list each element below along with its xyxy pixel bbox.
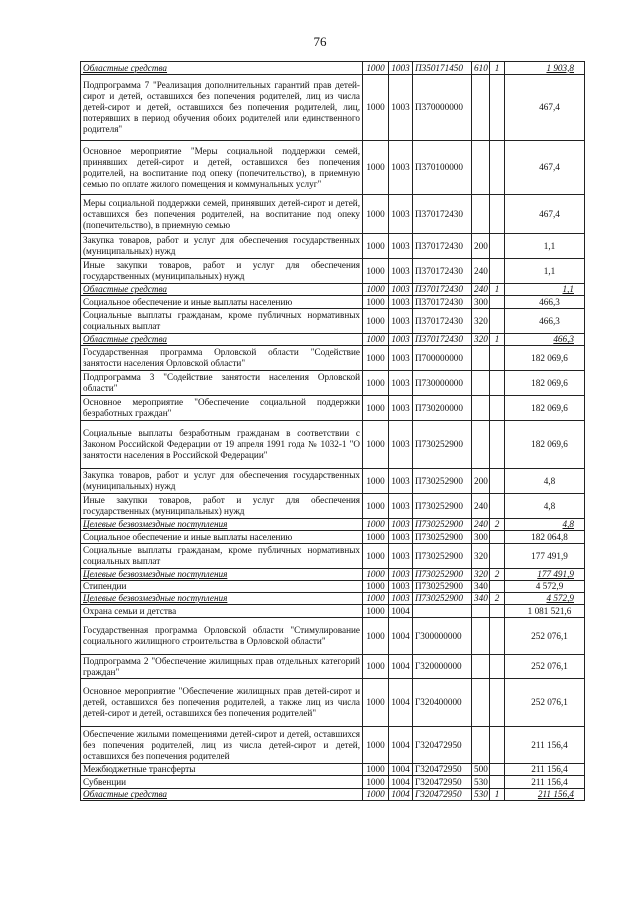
row-subsection-code: 1003: [389, 75, 413, 141]
row-section-code: 1000: [363, 569, 389, 581]
row-source-code: 1: [490, 334, 505, 346]
row-expense-type: 300: [472, 531, 490, 544]
table-row: [81, 655, 585, 679]
row-amount: 1 903,8: [505, 62, 585, 75]
row-source-code: [490, 469, 505, 494]
budget-table: [80, 61, 585, 801]
row-section-code: 1000: [363, 284, 389, 296]
row-name: Основное мероприятие "Меры социальной поддержки семей, принявших детей-сирот и детей, оставшихся без попечения родителей, на воспитание под опеку (попечительство), в приемную семью по оплате жилого помещения и коммунальных услуг": [81, 141, 363, 195]
row-expense-type: [472, 346, 490, 371]
row-expense-type: 530: [472, 789, 490, 801]
table-row: [81, 259, 585, 284]
row-subsection-code: 1003: [389, 141, 413, 195]
row-amount: 467,4: [505, 75, 585, 141]
row-subsection-code: 1003: [389, 371, 413, 396]
row-expense-type: [472, 141, 490, 195]
row-name: Социальное обеспечение и иные выплаты населению: [81, 296, 363, 309]
row-target-article: Г320472950: [413, 776, 472, 789]
row-section-code: 1000: [363, 396, 389, 421]
row-target-article: Г300000000: [413, 618, 472, 655]
row-target-article: П370172430: [413, 195, 472, 234]
row-subsection-code: 1003: [389, 234, 413, 259]
row-section-code: 1000: [363, 789, 389, 801]
row-name: Социальные выплаты гражданам, кроме публичных нормативных социальных выплат: [81, 544, 363, 569]
row-name: Обеспечение жилыми помещениями детей-сирот и детей, оставшихся без попечения родителей, лиц из числа детей-сирот и детей, оставшихся без попечения родителей: [81, 727, 363, 764]
row-name: Основное мероприятие "Обеспечение жилищных прав детей-сирот и детей, оставшихся без попечения родителей, а также лиц из числа детей-сирот и детей, оставшихся без попечения родителей": [81, 679, 363, 727]
table-row: [81, 544, 585, 569]
row-target-article: П370172430: [413, 284, 472, 296]
row-expense-type: 240: [472, 284, 490, 296]
row-expense-type: 610: [472, 62, 490, 75]
row-expense-type: 530: [472, 776, 490, 789]
row-target-article: П370172430: [413, 309, 472, 334]
row-amount: 4,8: [505, 519, 585, 531]
row-amount: 4,8: [505, 494, 585, 519]
row-section-code: 1000: [363, 75, 389, 141]
table-row: [81, 396, 585, 421]
row-target-article: Г320472950: [413, 789, 472, 801]
row-section-code: 1000: [363, 62, 389, 75]
row-subsection-code: 1003: [389, 62, 413, 75]
row-source-code: [490, 141, 505, 195]
row-subsection-code: 1003: [389, 494, 413, 519]
row-target-article: Г320472950: [413, 764, 472, 776]
row-target-article: П730252900: [413, 569, 472, 581]
row-name: Стипендии: [81, 581, 363, 593]
table-row: [81, 519, 585, 531]
row-target-article: П730252900: [413, 544, 472, 569]
table-row: [81, 531, 585, 544]
table-row: [81, 776, 585, 789]
row-section-code: 1000: [363, 296, 389, 309]
row-section-code: 1000: [363, 141, 389, 195]
table-row: [81, 618, 585, 655]
row-source-code: 1: [490, 62, 505, 75]
row-expense-type: 320: [472, 569, 490, 581]
row-name: Закупка товаров, работ и услуг для обеспечения государственных (муниципальных) нужд: [81, 234, 363, 259]
table-row: [81, 593, 585, 605]
row-amount: 4 572,9: [505, 593, 585, 605]
row-name: Иные закупки товаров, работ и услуг для обеспечения государственных (муниципальных) нужд: [81, 494, 363, 519]
table-row: [81, 764, 585, 776]
row-source-code: 1: [490, 789, 505, 801]
row-section-code: 1000: [363, 346, 389, 371]
row-source-code: 2: [490, 593, 505, 605]
row-target-article: П350171450: [413, 62, 472, 75]
row-section-code: 1000: [363, 421, 389, 469]
row-section-code: 1000: [363, 764, 389, 776]
row-name: Областные средства: [81, 334, 363, 346]
row-subsection-code: 1003: [389, 195, 413, 234]
row-amount: 211 156,4: [505, 776, 585, 789]
row-name: Целевые безвозмездные поступления: [81, 519, 363, 531]
row-expense-type: 340: [472, 593, 490, 605]
row-name: Областные средства: [81, 62, 363, 75]
row-name: Социальные выплаты безработным гражданам в соответствии с Законом Российской Федерации от 19 апреля 1991 года № 1032-1 "О занятости населения в Российской Федерации": [81, 421, 363, 469]
row-section-code: 1000: [363, 469, 389, 494]
row-expense-type: 200: [472, 234, 490, 259]
row-name: Областные средства: [81, 284, 363, 296]
row-subsection-code: 1003: [389, 284, 413, 296]
row-amount: 1,1: [505, 234, 585, 259]
table-row: [81, 296, 585, 309]
row-section-code: 1000: [363, 334, 389, 346]
row-section-code: 1000: [363, 544, 389, 569]
row-subsection-code: 1003: [389, 346, 413, 371]
row-amount: 182 069,6: [505, 421, 585, 469]
table-row: [81, 581, 585, 593]
row-target-article: П370172430: [413, 259, 472, 284]
row-expense-type: 340: [472, 581, 490, 593]
row-target-article: П370100000: [413, 141, 472, 195]
row-source-code: [490, 396, 505, 421]
row-section-code: 1000: [363, 531, 389, 544]
row-subsection-code: 1004: [389, 727, 413, 764]
row-name: Иные закупки товаров, работ и услуг для обеспечения государственных (муниципальных) нужд: [81, 259, 363, 284]
row-target-article: П730252900: [413, 421, 472, 469]
table-row: [81, 789, 585, 801]
row-target-article: П730252900: [413, 519, 472, 531]
row-expense-type: [472, 618, 490, 655]
budget-table-body: [81, 62, 585, 801]
table-row: [81, 679, 585, 727]
row-expense-type: [472, 727, 490, 764]
row-name: Целевые безвозмездные поступления: [81, 593, 363, 605]
row-section-code: 1000: [363, 371, 389, 396]
row-amount: 252 076,1: [505, 655, 585, 679]
row-amount: 182 069,6: [505, 396, 585, 421]
row-subsection-code: 1004: [389, 789, 413, 801]
row-name: Подпрограмма 7 "Реализация дополнительных гарантий прав детей-сирот и детей, оставшихся без попечения родителей, лиц из числа детей-сирот и детей, оставшихся без попечения родителей, лиц, потерявших в период обучения обоих родителей или единственного родителя": [81, 75, 363, 141]
row-target-article: П700000000: [413, 346, 472, 371]
table-row: [81, 421, 585, 469]
row-subsection-code: 1003: [389, 581, 413, 593]
row-section-code: 1000: [363, 494, 389, 519]
row-target-article: Г320000000: [413, 655, 472, 679]
table-row: [81, 371, 585, 396]
row-target-article: П730252900: [413, 531, 472, 544]
row-expense-type: 240: [472, 259, 490, 284]
row-amount: 211 156,4: [505, 764, 585, 776]
row-source-code: [490, 581, 505, 593]
table-row: [81, 727, 585, 764]
row-expense-type: 240: [472, 519, 490, 531]
row-source-code: [490, 727, 505, 764]
row-target-article: П370172430: [413, 334, 472, 346]
table-row: [81, 309, 585, 334]
row-expense-type: 240: [472, 494, 490, 519]
row-source-code: [490, 309, 505, 334]
row-section-code: 1000: [363, 234, 389, 259]
row-name: Подпрограмма 3 "Содействие занятости населения Орловской области": [81, 371, 363, 396]
row-expense-type: 500: [472, 764, 490, 776]
table-row: [81, 284, 585, 296]
row-source-code: [490, 75, 505, 141]
row-name: Закупка товаров, работ и услуг для обеспечения государственных (муниципальных) нужд: [81, 469, 363, 494]
row-expense-type: [472, 371, 490, 396]
row-amount: 182 069,6: [505, 346, 585, 371]
row-source-code: [490, 494, 505, 519]
row-section-code: 1000: [363, 519, 389, 531]
row-target-article: П730252900: [413, 469, 472, 494]
row-source-code: 2: [490, 519, 505, 531]
row-name: Областные средства: [81, 789, 363, 801]
row-subsection-code: 1003: [389, 296, 413, 309]
row-expense-type: [472, 396, 490, 421]
row-name: Подпрограмма 2 "Обеспечение жилищных прав отдельных категорий граждан": [81, 655, 363, 679]
row-source-code: [490, 259, 505, 284]
row-subsection-code: 1003: [389, 334, 413, 346]
row-amount: 466,3: [505, 334, 585, 346]
row-source-code: [490, 296, 505, 309]
row-section-code: 1000: [363, 655, 389, 679]
row-name: Меры социальной поддержки семей, принявших детей-сирот и детей, оставшихся без попечения родителей, на воспитание под опеку (попечительство), в приемную семью: [81, 195, 363, 234]
row-name: Основное мероприятие "Обеспечение социальной поддержки безработных граждан": [81, 396, 363, 421]
row-target-article: П730000000: [413, 371, 472, 396]
row-expense-type: [472, 655, 490, 679]
row-subsection-code: 1003: [389, 259, 413, 284]
row-target-article: Г320400000: [413, 679, 472, 727]
row-name: Межбюджетные трансферты: [81, 764, 363, 776]
row-expense-type: [472, 195, 490, 234]
row-expense-type: 320: [472, 309, 490, 334]
row-source-code: [490, 195, 505, 234]
row-amount: 182 069,6: [505, 371, 585, 396]
row-source-code: [490, 544, 505, 569]
row-subsection-code: 1003: [389, 544, 413, 569]
table-row: [81, 569, 585, 581]
row-target-article: П730200000: [413, 396, 472, 421]
row-amount: 211 156,4: [505, 727, 585, 764]
page-number: 76: [313, 34, 327, 49]
row-target-article: П730252900: [413, 494, 472, 519]
row-name: Государственная программа Орловской области "Стимулирование социального жилищного строительства в Орловской области": [81, 618, 363, 655]
row-expense-type: [472, 605, 490, 618]
row-name: Социальные выплаты гражданам, кроме публичных нормативных социальных выплат: [81, 309, 363, 334]
row-subsection-code: 1003: [389, 421, 413, 469]
row-amount: 1,1: [505, 284, 585, 296]
table-row: [81, 469, 585, 494]
row-amount: 182 064,8: [505, 531, 585, 544]
row-source-code: [490, 346, 505, 371]
row-source-code: [490, 618, 505, 655]
row-source-code: [490, 234, 505, 259]
table-row: [81, 62, 585, 75]
row-source-code: [490, 421, 505, 469]
row-source-code: 2: [490, 569, 505, 581]
row-amount: 1 081 521,6: [505, 605, 585, 618]
row-amount: 4,8: [505, 469, 585, 494]
row-amount: 252 076,1: [505, 618, 585, 655]
row-section-code: 1000: [363, 309, 389, 334]
row-amount: 4 572,9: [505, 581, 585, 593]
table-row: [81, 195, 585, 234]
row-expense-type: 300: [472, 296, 490, 309]
row-expense-type: 320: [472, 334, 490, 346]
row-target-article: П370172430: [413, 296, 472, 309]
row-subsection-code: 1004: [389, 776, 413, 789]
row-subsection-code: 1003: [389, 519, 413, 531]
row-section-code: 1000: [363, 593, 389, 605]
table-row: [81, 494, 585, 519]
row-source-code: [490, 679, 505, 727]
row-name: Государственная программа Орловской области "Содействие занятости населения Орловской области": [81, 346, 363, 371]
row-expense-type: 200: [472, 469, 490, 494]
row-expense-type: [472, 75, 490, 141]
row-target-article: П730252900: [413, 593, 472, 605]
row-subsection-code: 1003: [389, 396, 413, 421]
table-row: [81, 141, 585, 195]
row-target-article: Г320472950: [413, 727, 472, 764]
row-amount: 177 491,9: [505, 544, 585, 569]
row-section-code: 1000: [363, 727, 389, 764]
row-subsection-code: 1004: [389, 679, 413, 727]
row-subsection-code: 1004: [389, 764, 413, 776]
row-name: Субвенции: [81, 776, 363, 789]
row-expense-type: [472, 421, 490, 469]
table-row: [81, 334, 585, 346]
table-row: [81, 605, 585, 618]
row-source-code: [490, 776, 505, 789]
row-source-code: 1: [490, 284, 505, 296]
row-section-code: 1000: [363, 195, 389, 234]
row-source-code: [490, 531, 505, 544]
row-subsection-code: 1003: [389, 469, 413, 494]
row-expense-type: 320: [472, 544, 490, 569]
table-row: [81, 346, 585, 371]
row-section-code: 1000: [363, 605, 389, 618]
row-name: Социальное обеспечение и иные выплаты населению: [81, 531, 363, 544]
row-target-article: П730252900: [413, 581, 472, 593]
row-target-article: [413, 605, 472, 618]
row-source-code: [490, 655, 505, 679]
row-amount: 467,4: [505, 141, 585, 195]
row-name: Целевые безвозмездные поступления: [81, 569, 363, 581]
row-section-code: 1000: [363, 259, 389, 284]
row-subsection-code: 1004: [389, 618, 413, 655]
row-section-code: 1000: [363, 618, 389, 655]
row-subsection-code: 1004: [389, 605, 413, 618]
row-amount: 466,3: [505, 309, 585, 334]
row-subsection-code: 1003: [389, 569, 413, 581]
row-section-code: 1000: [363, 776, 389, 789]
row-amount: 466,3: [505, 296, 585, 309]
row-source-code: [490, 371, 505, 396]
row-target-article: П370172430: [413, 234, 472, 259]
row-expense-type: [472, 679, 490, 727]
table-row: [81, 75, 585, 141]
row-amount: 467,4: [505, 195, 585, 234]
row-amount: 177 491,9: [505, 569, 585, 581]
row-source-code: [490, 764, 505, 776]
row-subsection-code: 1003: [389, 309, 413, 334]
row-amount: 252 076,1: [505, 679, 585, 727]
row-target-article: П370000000: [413, 75, 472, 141]
table-row: [81, 234, 585, 259]
row-name: Охрана семьи и детства: [81, 605, 363, 618]
row-section-code: 1000: [363, 679, 389, 727]
row-section-code: 1000: [363, 581, 389, 593]
row-amount: 1,1: [505, 259, 585, 284]
row-source-code: [490, 605, 505, 618]
row-amount: 211 156,4: [505, 789, 585, 801]
row-subsection-code: 1003: [389, 593, 413, 605]
row-subsection-code: 1004: [389, 655, 413, 679]
row-subsection-code: 1003: [389, 531, 413, 544]
